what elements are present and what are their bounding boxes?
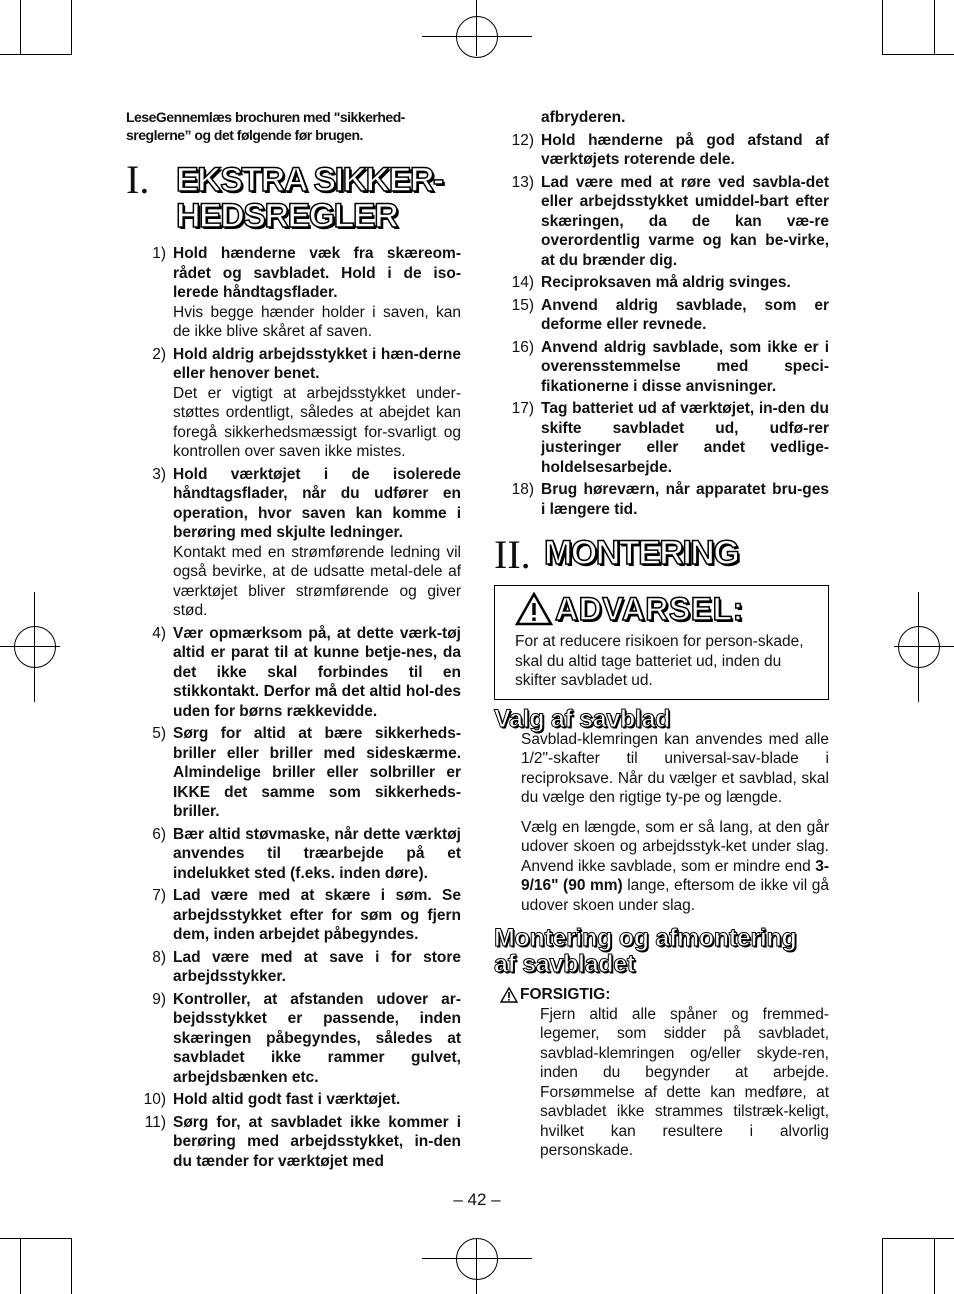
- item-number: 18): [511, 481, 534, 498]
- crop-mark: [476, 1238, 477, 1294]
- crop-mark: [0, 1238, 72, 1239]
- subheading-mounting: Montering og afmontering af savbladet: [494, 924, 797, 978]
- list-item: [494, 296, 829, 335]
- item-rule: Hold hænderne på god afstand af værktøjets roterende dele.: [541, 131, 829, 168]
- list-item: [126, 1090, 461, 1110]
- left-column: [126, 108, 461, 1174]
- item-number: 10): [143, 1091, 166, 1108]
- section-number: II.: [494, 532, 531, 577]
- list-item: [126, 948, 461, 987]
- item-number: 14): [511, 274, 534, 291]
- item-rule: Vær opmærksom på, at dette værk-tøj altid er parat til at kunne betje-nes, da det ikke skal forbindes til en stikkontakt. Derfor må det altid hol-des uden for børns rækkevidde.: [173, 624, 461, 720]
- item-explanation: Hvis begge hænder holder i saven, kan de ikke blive skåret af saven.: [173, 303, 461, 340]
- list-item: [126, 244, 461, 342]
- item-number: 2): [152, 345, 166, 363]
- crop-mark: [0, 54, 72, 55]
- list-item: [494, 399, 829, 477]
- item-rule: Lad være med at røre ved savbla-det eller arbejdsstykket umiddel-bart efter skæringen, da de kan væ-re overordentlig varme og kan be-virke, at du brænder dig.: [541, 173, 829, 269]
- list-item: [494, 480, 829, 519]
- registration-mark: [456, 1238, 498, 1280]
- item-number: 9): [152, 990, 166, 1008]
- paragraph: Vælg en længde, som er så lang, at den går udover skoen og arbejdsstyk-ket under slag. Anvend ikke savblade, som er mindre end 3-9/16" (90 mm) lange, eftersom de ikke vil gå udover skoen under slag.: [521, 818, 829, 914]
- item-number: 13): [511, 173, 534, 191]
- crop-mark: [422, 36, 532, 37]
- crop-mark: [934, 0, 935, 54]
- item-rule: Hold hænderne væk fra skæreom-rådet og savbladet. Hold i de iso-lerede håndtagsflader.: [173, 245, 461, 301]
- warning-triangle-icon: [515, 592, 553, 626]
- item-number: 3): [152, 465, 166, 483]
- safety-rules-list: [494, 131, 829, 520]
- crop-mark: [476, 0, 477, 56]
- list-item: [126, 1113, 461, 1172]
- section-number: I.: [126, 157, 150, 202]
- list-item: [494, 273, 829, 293]
- item-number: 1): [152, 245, 166, 262]
- crop-mark: [882, 1238, 954, 1239]
- item-number: 12): [511, 131, 534, 149]
- registration-mark: [14, 626, 56, 668]
- item-rule: Hold aldrig arbejdsstykket i hæn-derne eller henover benet.: [173, 345, 461, 382]
- crop-mark: [882, 54, 954, 55]
- item-rule: Hold altid godt fast i værktøjet.: [173, 1091, 401, 1108]
- section-title: EKSTRA SIKKER- HEDSREGLER: [176, 161, 443, 235]
- item-number: 5): [152, 725, 166, 742]
- right-column: [494, 108, 829, 1161]
- subheading-blade-selection: Valg af savblad: [494, 704, 671, 733]
- crop-mark: [20, 1238, 21, 1294]
- list-item: [126, 990, 461, 1088]
- list-item: [126, 886, 461, 945]
- item-number: 7): [152, 887, 166, 904]
- warning-box: [494, 585, 829, 700]
- item-rule: Bær altid støvmaske, når dette værktøj anvendes til træarbejde på et indelukket sted (f.eks. inden døre).: [173, 825, 461, 882]
- item-number: 6): [152, 825, 166, 843]
- item-number: 4): [152, 624, 166, 642]
- crop-mark: [422, 1258, 532, 1259]
- item-rule: Sørg for, at savbladet ikke kommer i berøring med arbejdsstykket, in-den du tænder for værktøjet med: [173, 1113, 461, 1170]
- item-rule: Hold værktøjet i de isolerede håndtagsflader, når du udfører en operation, hvor saven kan komme i berøring med skjulte ledninger.: [173, 465, 461, 541]
- list-item: [494, 173, 829, 271]
- warning-text: For at reducere risikoen for person-skade, skal du altid tage batteriet ud, inden du skifter savbladet ud.: [515, 633, 804, 689]
- registration-mark: [456, 16, 498, 58]
- caution-label: FORSIGTIG:: [494, 985, 829, 1005]
- caution-triangle-icon: [500, 987, 518, 1003]
- safety-rules-list: [126, 244, 461, 1171]
- list-item: [126, 465, 461, 621]
- item-number: 11): [144, 1113, 166, 1131]
- crop-mark: [918, 592, 919, 702]
- section-heading-1: [126, 154, 461, 238]
- item-explanation: Det er vigtigt at arbejdsstykket under-støttes ordentligt, således at abejdet kan foregå sikkerhedsmæssigt for-svarligt og kontrollen over saven ikke mistes.: [173, 384, 461, 460]
- crop-mark: [882, 1238, 883, 1294]
- list-item: [494, 338, 829, 397]
- list-item-continuation: afbryderen.: [541, 109, 626, 126]
- list-item: [126, 825, 461, 884]
- item-rule: Sørg for altid at bære sikkerheds-briller eller briller med sideskærme. Almindelige briller eller solbriller er IKKE det samme som sikkerheds-briller.: [173, 725, 461, 820]
- item-rule: Lad være med at save i for store arbejdsstykker.: [173, 948, 461, 985]
- list-item: [126, 345, 461, 462]
- list-item: [494, 131, 829, 170]
- crop-mark: [34, 592, 35, 702]
- crop-mark: [882, 0, 883, 54]
- list-item: [126, 624, 461, 722]
- item-number: 8): [152, 948, 166, 966]
- paragraph: Savblad-klemringen kan anvendes med alle 1/2"-skafter til universal-sav-blade i reciproksave. Når du vælger et savblad, skal du vælge den rigtige ty-pe og længde.: [521, 730, 829, 806]
- item-rule: Brug høreværn, når apparatet bru-ges i længere tid.: [541, 481, 829, 518]
- crop-mark: [71, 0, 72, 54]
- item-explanation: Kontakt med en strømførende ledning vil også bevirke, at de udsatte metal-dele af værktøjet bliver strømførende og giver stød.: [173, 543, 461, 619]
- warning-title: ADVARSEL:: [555, 591, 744, 627]
- item-rule: Lad være med at skære i søm. Se arbejdsstykket efter for søm og fjern dem, inden arbejdet påbegyndes.: [173, 887, 461, 943]
- list-item: [126, 724, 461, 822]
- section-heading-2: [494, 529, 829, 579]
- caution-text: Fjern altid alle spåner og fremmed-legemer, som sidder på savbladet, savblad-klemringen og/eller skyde-ren, inden du begynder at arbejde. Forsømmelse af dette kan medføre, at savbladet ikke strammes tilstræk-keligt, hvilket kan resultere i alvorlig personskade.: [540, 1005, 829, 1159]
- page-number: – 42 –: [453, 1190, 501, 1209]
- crop-mark: [20, 0, 21, 54]
- item-number: 17): [511, 400, 534, 417]
- crop-mark: [0, 646, 60, 647]
- item-rule: Anvend aldrig savblade, som er deforme eller revnede.: [541, 296, 829, 333]
- item-rule: Anvend aldrig savblade, som ikke er i overensstemmelse med speci-fikationerne i disse anvisninger.: [541, 338, 829, 395]
- item-rule: Tag batteriet ud af værktøjet, in-den du skifte savbladet ud, udfø-rer justeringer eller andet vedlige-holdelsesarbejde.: [541, 400, 829, 476]
- registration-mark: [898, 626, 940, 668]
- item-rule: Kontroller, at afstanden udover ar-bejdsstykket er passende, inden skæringen påbegyndes, således at savbladet ikke rammer gulvet, arbejdsbænken etc.: [173, 990, 461, 1086]
- section-title: MONTERING: [544, 534, 739, 572]
- crop-mark: [894, 646, 954, 647]
- item-number: 16): [511, 338, 534, 356]
- intro-text: LeseGennemlæs brochuren med "sikkerhed-sreglerne” og det følgende før brugen.: [126, 109, 405, 143]
- item-number: 15): [511, 296, 534, 314]
- crop-mark: [934, 1238, 935, 1294]
- item-rule: Reciproksaven må aldrig svinges.: [541, 274, 791, 291]
- crop-mark: [71, 1238, 72, 1294]
